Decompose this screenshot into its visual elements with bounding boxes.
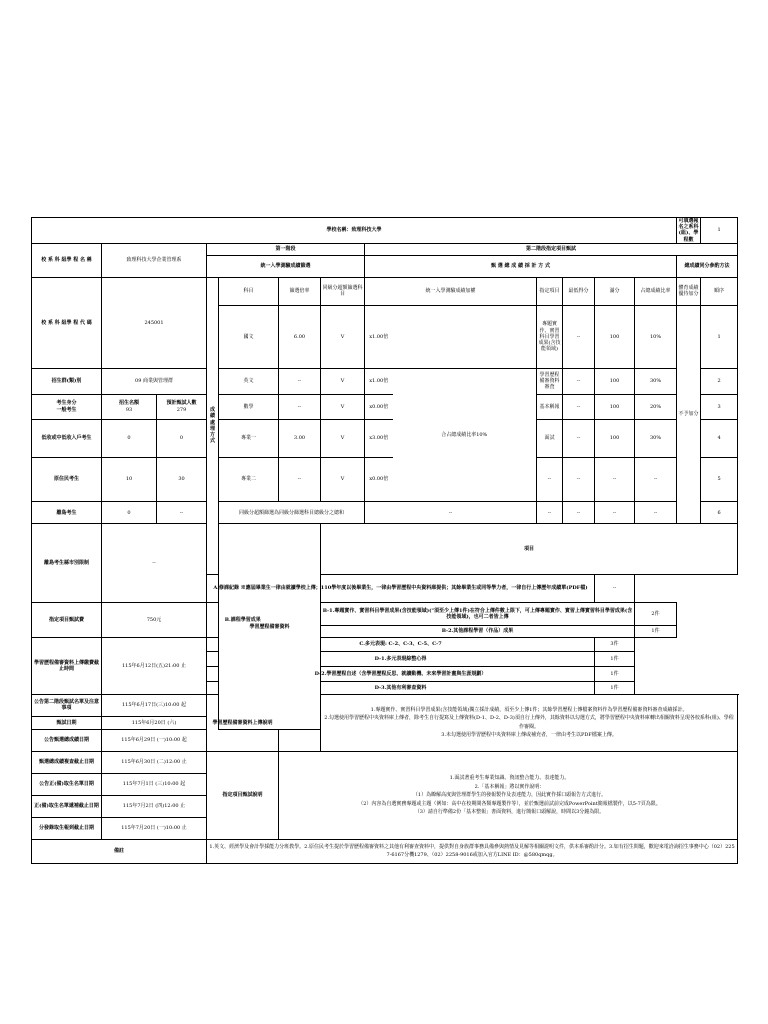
quota-identity: 離島考生 <box>32 502 102 524</box>
tie-order: 5 <box>701 457 738 501</box>
s2-min: -- <box>563 419 595 457</box>
stage1-title: 第一階段 <box>207 243 365 255</box>
quota-identity: 低收或中低收入戶考生 <box>32 419 102 457</box>
dept-name-label: 校 系 科 組學 程 名 稱 <box>32 243 102 277</box>
portfolio-item: C.多元表現: C-2、C-3、C-5、C-7 <box>207 637 595 651</box>
portfolio-label: 學習歷程備審資料 <box>219 524 321 730</box>
portfolio-limit: 1件 <box>595 651 635 666</box>
col-weight: 統一入學測驗成績加權 <box>365 277 537 305</box>
s1-total-ratio: 合占總成績比率10% <box>393 368 537 501</box>
spec-line: （1）為瞭解高度與管理群學生的發報製作及表達能力，因此實作採口頭報告方式進行。 <box>412 792 607 799</box>
group-label: 招生群(類)別 <box>32 368 102 394</box>
notes-text: 1.英文、經濟學及會計學採能力分班教學。2.原住民考生提於學習歷程備審資料之其他有利審查資料中，提供對自身族群事務具備參與熱情及見解等相關證明文件，供本系審酌計分。3.如有招生問題，歡迎來電洽詢招生事務中心（02）2257-6167分機1279、（02）2258-9016或加入官方LINE ID：@580qmqg。 <box>207 839 738 863</box>
schedule-label: 正(備)取生名單遞補截止日期 <box>32 795 102 817</box>
s1-subject: 專業一 <box>219 419 279 457</box>
s2-min: -- <box>563 394 595 419</box>
s1-weight: x0.00倍 <box>365 457 393 501</box>
cap-value: 1 <box>701 218 738 244</box>
schedule-label: 公告正(備)取生名單日期 <box>32 773 102 795</box>
s2-min: -- <box>563 502 595 524</box>
quota-hdr-admit: 招生名額 93 <box>102 394 157 419</box>
s1-weight: x1.00倍 <box>365 305 393 368</box>
schedule-value: 115年6月17日(三)10:00 起 <box>102 694 207 716</box>
portfolio-limit: 1件 <box>595 681 635 694</box>
s2-ratio: -- <box>635 502 677 524</box>
quota-admit: 93 <box>125 406 133 413</box>
s1-same: V <box>321 419 365 457</box>
s2-full: 100 <box>595 394 635 419</box>
tie-order: 1 <box>701 305 738 368</box>
tie-order: 4 <box>701 419 738 457</box>
schedule-value: 115年6月20日 (六) <box>102 716 207 729</box>
col-full: 滿分 <box>595 277 635 305</box>
s1-subject: 英文 <box>219 368 279 394</box>
col-min: 最低得分 <box>563 277 595 305</box>
portfolio-limit: 1件 <box>595 666 635 681</box>
schedule-label: 分發錄取生報到截止日期 <box>32 817 102 839</box>
dept-code-value: 245001 <box>102 277 207 368</box>
portfolio-item: B-2.其他課程學習（作品）成果 <box>321 625 635 637</box>
s1-ratio: 6.00 <box>279 305 321 368</box>
spec-notes <box>279 751 738 839</box>
s2-full: 100 <box>595 368 635 394</box>
notes-label: 備註 <box>32 839 207 863</box>
portfolio-item: D-1.多元表現綜整心得 <box>207 651 595 666</box>
portfolio-limit: 3件 <box>595 637 635 651</box>
s1-subject: 數學 <box>219 394 279 419</box>
spec-line: （3）請自行準備2份「基本整報」書面資料，進行簡報口頭解說，時間以3分鐘為限。 <box>414 809 605 816</box>
s1-weight: x1.00倍 <box>365 368 393 394</box>
s2-ratio: 30% <box>635 368 677 394</box>
same-score-note-value: -- <box>365 502 537 524</box>
schedule-label: 甄選總成績複查截止日期 <box>32 751 102 773</box>
s2-ratio: 30% <box>635 419 677 457</box>
spec-line: 2.「基本稱報」將以實作說明： <box>474 783 545 790</box>
admission-table <box>31 217 738 864</box>
s2-item: 面試 <box>537 419 563 457</box>
portfolio-item: A.修課紀錄 ※應屆畢業生一律由就讀學校上傳；110學年度以後畢業生，一律由學習歷程中央資料庫提供；其餘畢業生或同等學力者，一律自行上傳歷年成績單(PDF檔) <box>207 574 595 602</box>
quota-admit: 0 <box>102 502 157 524</box>
s1-ratio: -- <box>279 368 321 394</box>
s2-item: -- <box>537 502 563 524</box>
tie-order: 3 <box>701 394 738 419</box>
portfolio-b-group: B.課程學習成果 <box>207 602 279 637</box>
col-filter-ratio: 篩選倍率 <box>279 277 321 305</box>
s2-item: -- <box>537 457 563 501</box>
tie-title: 總成績同分參酌方法 <box>677 255 738 277</box>
quota-hdr-expected: 預計甄試人數 279 <box>157 394 207 419</box>
spec-line: （2）內容為自選實務專題或主題（例如：高中在校期間各類專題製作等），並於甄選前試前完成PowerPoint簡報檔製作，以5-7頁為限。 <box>358 800 661 807</box>
s1-subject: 國文 <box>219 305 279 368</box>
fee-value: 750元 <box>102 602 207 637</box>
stage2-method-title: 甄 選 總 成 績 採 計 方 式 <box>365 255 677 277</box>
spec-label: 指定項目甄試說明 <box>207 751 279 839</box>
stage2-title: 第二階段指定項目甄試 <box>365 243 738 255</box>
quota-expected: 0 <box>157 419 207 457</box>
schedule-value: 115年7月2日 (四)12:00 止 <box>102 795 207 817</box>
portfolio-item: D-3.其他有利審查資料 <box>207 681 595 694</box>
county-value: -- <box>102 524 207 603</box>
upload-notes <box>321 694 738 751</box>
quota-expected: 30 <box>157 457 207 501</box>
quota-hdr-identity: 考生身分 一般考生 <box>32 394 102 419</box>
quota-admit: 0 <box>102 419 157 457</box>
s2-min: -- <box>563 457 595 501</box>
s1-weight: x0.00倍 <box>365 394 393 419</box>
upload-line: 3.未勾選使用學習歷程中央資料庫上傳或補充者，一律由考生以PDF檔案上傳。 <box>441 732 617 739</box>
schedule-value: 115年6月12日(五)21:00 止 <box>102 637 207 694</box>
county-label: 離島考生縣市別限制 <box>32 524 102 603</box>
s1-subject: 專業二 <box>219 457 279 501</box>
col-item: 指定項目 <box>537 277 563 305</box>
s1-same: V <box>321 394 365 419</box>
method-label: 成績處理方式 <box>207 277 219 574</box>
upload-line: 1.專題實作、實習科目學習成果(含技能領域)獨立採計成績，須至少上傳1件；其餘學習歷程上傳檔案資料作為學習歷程備審資料審查成績採計。 <box>370 706 688 713</box>
spec-line: 1.面試著重考生專業知識、資訊整合能力、表達能力。 <box>449 775 570 782</box>
tie-order: 6 <box>701 502 738 524</box>
col-same-score: 同級分超額篩選科目 <box>321 277 365 305</box>
portfolio-limit: 1件 <box>635 625 677 637</box>
s2-ratio: -- <box>635 457 677 501</box>
school-name: 學校名稱：致理科技大學 <box>32 218 677 244</box>
s1-ratio: -- <box>279 457 321 501</box>
bonus-value: 不予加分 <box>677 305 701 523</box>
s1-same: V <box>321 457 365 501</box>
fee-label: 指定項目甄試費 <box>32 602 102 637</box>
s2-full: -- <box>595 457 635 501</box>
upload-label: 學習歷程備審資料上傳說明 <box>207 694 279 751</box>
schedule-value: 115年6月30日 (二)12:00 止 <box>102 751 207 773</box>
cap-label: 可填選報名之系科(組)、學程數 <box>678 218 699 243</box>
dept-name-value: 致理科技大學企業管理系 <box>102 243 207 277</box>
s2-item: 基本稱報 <box>537 394 563 419</box>
col-order: 順序 <box>701 277 738 305</box>
quota-expected: -- <box>157 502 207 524</box>
s2-ratio: 20% <box>635 394 677 419</box>
tie-order: 2 <box>701 368 738 394</box>
quota-identity: 一般考生 <box>56 406 77 413</box>
stage1-exam-title: 統一入學測驗成績篩選 <box>207 255 365 277</box>
s2-ratio: 10% <box>635 305 677 368</box>
schedule-value: 115年7月20日 (一)10:00 止 <box>102 817 207 839</box>
s2-full: 100 <box>595 305 635 368</box>
same-score-note: 同級分超額篩選為同級分篩選科目總級分之總和 <box>219 502 365 524</box>
schedule-label: 甄試日期 <box>32 716 102 729</box>
quota-expected: 279 <box>176 406 187 413</box>
quota-identity: 原住民考生 <box>32 457 102 501</box>
schedule-label: 公告第二階段甄試名單及注意事項 <box>32 694 102 716</box>
s2-item: 專題實作、實習科目學習成果(含技能領域) <box>537 305 563 368</box>
schedule-label: 公告甄選總成績日期 <box>32 729 102 751</box>
schedule-value: 115年7月1日 (三)10:00 起 <box>102 773 207 795</box>
admission-sheet <box>31 217 737 864</box>
col-ratio: 占總成績比率 <box>635 277 677 305</box>
upload-line: 2.勾選使用學習歷程中央資料庫上傳者，除考生自行提寫及上傳資料(D-1、D-2、D-3)須自行上傳外，其餘資料以勾選方式，將學習歷程中央資料庫轉出相關資料呈現各校系科(組)、學程作審閱。 <box>324 715 734 730</box>
schedule-value: 115年6月29日 (一)10:00 起 <box>102 729 207 751</box>
col-bonus: 體育成績優待加分 <box>677 277 701 305</box>
portfolio-limit: 2件 <box>635 602 677 625</box>
s2-full: -- <box>595 502 635 524</box>
s1-ratio: 3.00 <box>279 419 321 457</box>
s1-same: V <box>321 305 365 368</box>
dept-code-label: 校 系 科 組學 程 代 碼 <box>32 277 102 368</box>
s2-min: -- <box>563 368 595 394</box>
s2-min: -- <box>563 305 595 368</box>
s1-ratio: -- <box>279 394 321 419</box>
s2-item: 學習歷程備審資料審査 <box>537 368 563 394</box>
s1-weight: x3.00倍 <box>365 419 393 457</box>
portfolio-limit: -- <box>595 574 635 602</box>
portfolio-item: B-1.專題實作、實習科目學習成果(含技能領域)("須至少上傳1件)在符合上傳件數上限下，可上傳專題實作、實習上傳實習科目學習成果(含技能領域)，也可二者皆上傳 <box>321 602 635 625</box>
col-subject: 科目 <box>219 277 279 305</box>
portfolio-item: D-2.學習歷程自述（含學習歷程反思、就讀動機、未來學習計畫與生涯規劃） <box>207 666 595 681</box>
schedule-label: 學習歷程備審資料上傳繳費截止時間 <box>32 637 102 694</box>
s1-same: V <box>321 368 365 394</box>
quota-admit: 10 <box>102 457 157 501</box>
s2-full: 100 <box>595 419 635 457</box>
portfolio-col-item: 項目 <box>321 524 738 575</box>
group-value: 09 商業與管理群 <box>102 368 207 394</box>
